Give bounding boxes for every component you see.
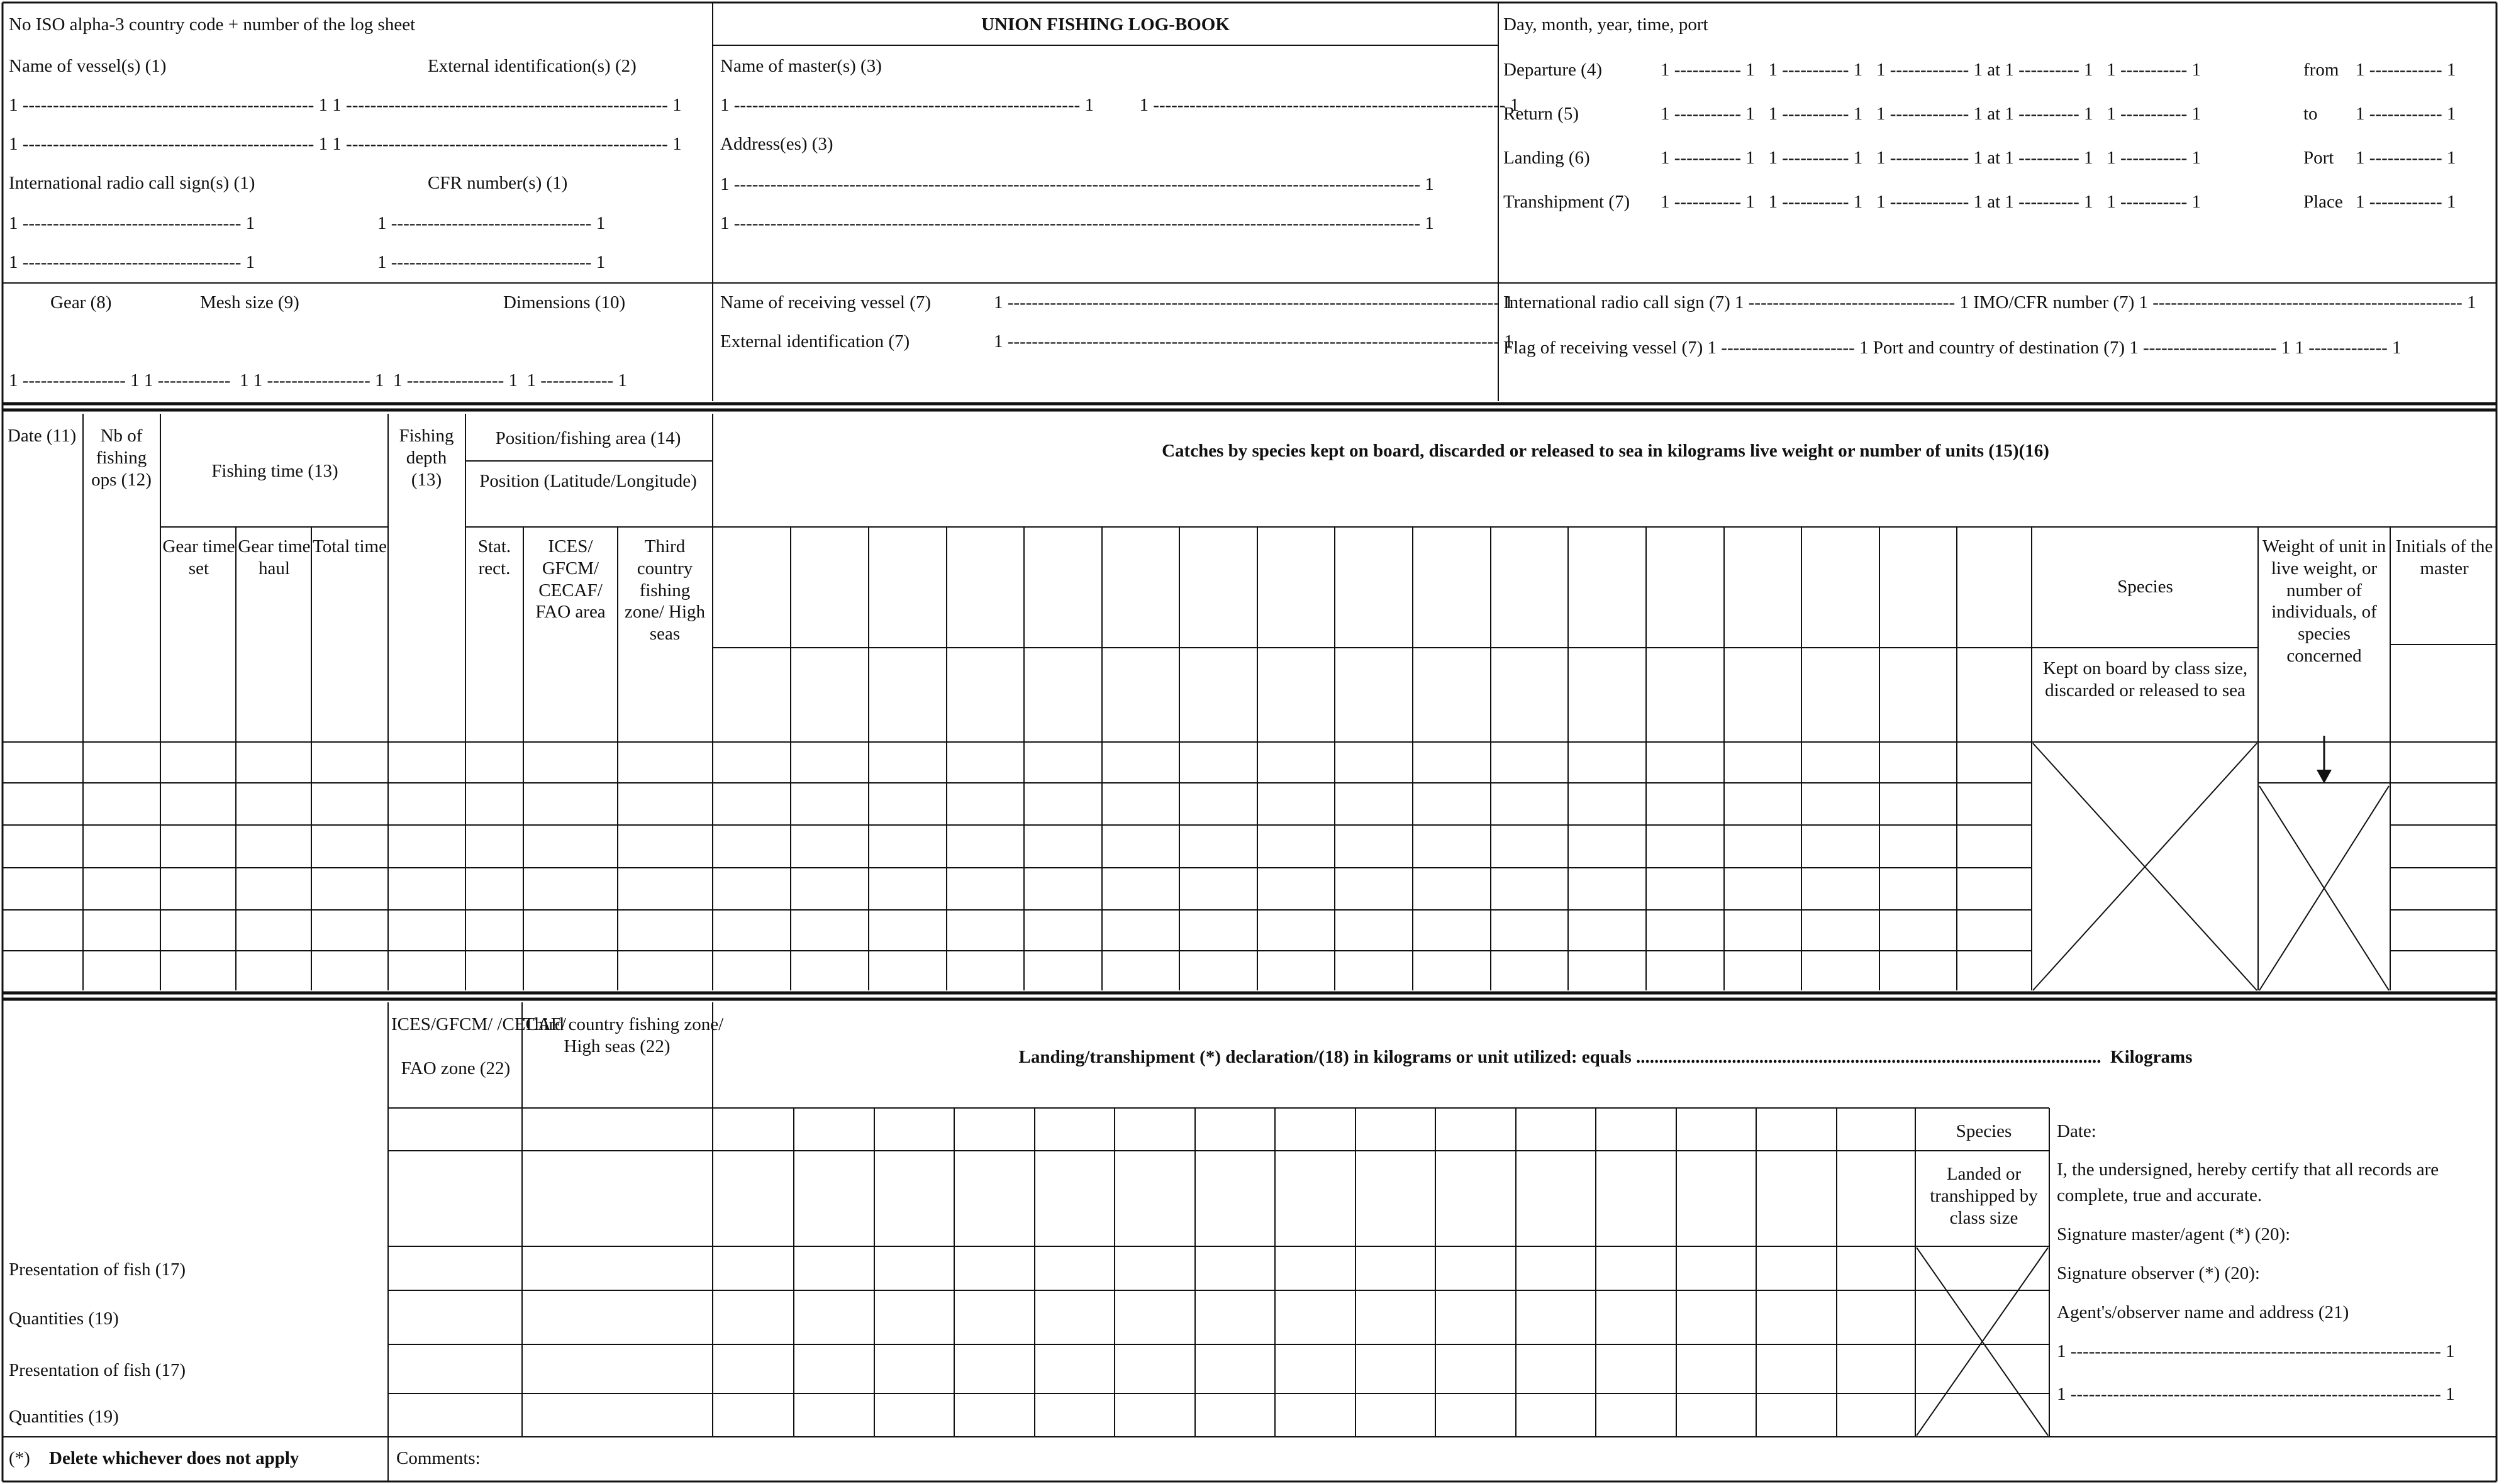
landing-third-country-header: Third country fishing zone/ High seas (22) — [523, 1014, 724, 1056]
receiving-ext-id-line[interactable]: 1 --------------------------------------------------------------------------------- 1 — [994, 331, 1513, 352]
vessel-names-label: Name of vessel(s) (1) — [9, 56, 167, 76]
stat-rect-header: Stat. rect. — [477, 536, 511, 579]
declaration-title: Landing/transhipment (*) declaration/(18) in kilograms or unit utilized: equals ...................................................................................................... Kilograms — [1018, 1047, 2193, 1067]
from-label: from — [2303, 60, 2339, 80]
nb-ops-header: Nb of fishing ops (12) — [91, 426, 152, 490]
third-country-header: Third country fishing zone/ High seas — [624, 536, 706, 645]
departure-date-line[interactable]: 1 ----------- 1 1 ----------- 1 1 ------------- 1 at 1 ---------- 1 1 ----------- 1 — [1661, 60, 2201, 80]
ices-area-header: ICES/ GFCM/ CECAF/ FAO area — [535, 536, 606, 623]
departure-label: Departure (4) — [1503, 60, 1602, 80]
receiving-flag-port[interactable]: Flag of receiving vessel (7) 1 ---------------------- 1 Port and country of destination (7) 1 ---------------------- 1 1 ------------- 1 — [1503, 338, 2402, 358]
cfr-number-label: CFR number(s) (1) — [428, 173, 568, 193]
receiving-vessel-label: Name of receiving vessel (7) — [720, 292, 931, 313]
species-header: Species — [2117, 577, 2173, 597]
place-line[interactable]: 1 ------------ 1 — [2356, 192, 2456, 212]
fishing-depth-header: Fishing depth (13) — [399, 426, 454, 490]
dimensions-label: Dimensions (10) — [503, 292, 626, 313]
quantities-label-1: Quantities (19) — [9, 1309, 119, 1329]
gear-set-header: Gear time set — [162, 536, 235, 579]
quantities-label-2: Quantities (19) — [9, 1407, 119, 1427]
vessel-line-1[interactable]: 1 ------------------------------------------------ 1 1 ----------------------------------------------------- 1 — [9, 95, 682, 115]
certify-text: I, the undersigned, hereby certify that all records are complete, true and accurate. — [2057, 1160, 2439, 1205]
arrow-down-icon — [2317, 770, 2332, 784]
receiving-radio-imo[interactable]: International radio call sign (7) 1 ---------------------------------- 1 IMO/CFR number (7) 1 --------------------------------------------------- 1 — [1503, 292, 2476, 313]
cfr-line-2[interactable]: 1 --------------------------------- 1 — [377, 252, 606, 272]
logbook-title: UNION FISHING LOG-BOOK — [981, 14, 1230, 35]
signature-master[interactable]: Signature master/agent (*) (20): — [2057, 1224, 2291, 1244]
address-line-2[interactable]: 1 ----------------------------------------------------------------------------------------------------------------- 1 — [720, 213, 1434, 233]
master-line[interactable]: 1 --------------------------------------------------------- 1 1 ---------------------------------------------------------- 1 — [720, 95, 1520, 115]
radio-line-2[interactable]: 1 ------------------------------------ 1 — [9, 252, 255, 272]
radio-call-label: International radio call sign(s) (1) — [9, 173, 255, 193]
transhipment-date-line[interactable]: 1 ----------- 1 1 ----------- 1 1 ------------- 1 at 1 ---------- 1 1 ----------- 1 — [1661, 192, 2201, 212]
port-label: Port — [2303, 148, 2334, 168]
receiving-vessel-line[interactable]: 1 --------------------------------------------------------------------------------- 1 — [994, 292, 1513, 313]
position-area-header: Position/fishing area (14) — [495, 428, 681, 448]
master-label: Name of master(s) (3) — [720, 56, 882, 76]
address-label: Address(es) (3) — [720, 134, 833, 154]
landing-label: Landing (6) — [1503, 148, 1590, 168]
position-header: Position (Latitude/Longitude) — [479, 471, 697, 491]
receiving-ext-id-label: External identification (7) — [720, 331, 910, 352]
landed-by-class-header: Landed or transhipped by class size — [1930, 1164, 2038, 1228]
comments-label[interactable]: Comments: — [396, 1448, 481, 1468]
cfr-line-1[interactable]: 1 --------------------------------- 1 — [377, 213, 606, 233]
return-date-line[interactable]: 1 ----------- 1 1 ----------- 1 1 ------------- 1 at 1 ---------- 1 1 ----------- 1 — [1661, 104, 2201, 124]
port-line[interactable]: 1 ------------ 1 — [2356, 148, 2456, 168]
catches-title: Catches by species kept on board, discarded or released to sea in kilograms live weight or number of units (15)(16) — [1162, 441, 2049, 461]
gear-haul-header: Gear time haul — [238, 536, 311, 579]
fishing-time-header: Fishing time (13) — [211, 461, 338, 481]
transhipment-label: Transhipment (7) — [1503, 192, 1630, 212]
ices-zone-header: ICES/GFCM/ /CECAF/ FAO zone (22) — [391, 1014, 566, 1078]
iso-code-label: No ISO alpha-3 country code + number of the log sheet — [9, 14, 416, 35]
certify-date-label[interactable]: Date: — [2057, 1121, 2096, 1141]
gear-label: Gear (8) — [50, 292, 112, 313]
total-time-header: Total time — [313, 536, 387, 556]
asterisk-note: (*) — [9, 1448, 30, 1468]
address-line-1[interactable]: 1 ----------------------------------------------------------------------------------------------------------------- 1 — [720, 174, 1434, 194]
to-line[interactable]: 1 ------------ 1 — [2356, 104, 2456, 124]
agent-name-label: Agent's/observer name and address (21) — [2057, 1302, 2349, 1322]
mesh-size-label: Mesh size (9) — [200, 292, 299, 313]
agent-line-2[interactable]: 1 ------------------------------------------------------------- 1 — [2057, 1384, 2455, 1404]
landing-date-line[interactable]: 1 ----------- 1 1 ----------- 1 1 ------------- 1 at 1 ---------- 1 1 ----------- 1 — [1661, 148, 2201, 168]
radio-line-1[interactable]: 1 ------------------------------------ 1 — [9, 213, 255, 233]
signature-observer[interactable]: Signature observer (*) (20): — [2057, 1263, 2260, 1283]
return-label: Return (5) — [1503, 104, 1579, 124]
place-label: Place — [2303, 192, 2343, 212]
delete-note: Delete whichever does not apply — [49, 1448, 299, 1468]
weight-unit-header: Weight of unit in live weight, or number of individuals, of species concerned — [2262, 536, 2386, 666]
from-line[interactable]: 1 ------------ 1 — [2356, 60, 2456, 80]
vessel-line-2[interactable]: 1 ------------------------------------------------ 1 1 ----------------------------------------------------- 1 — [9, 134, 682, 154]
external-id-label: External identification(s) (2) — [428, 56, 637, 76]
initials-header: Initials of the master — [2395, 536, 2493, 579]
gear-line[interactable]: 1 ----------------- 1 1 ------------ 1 1 ----------------- 1 1 ---------------- 1 1 ------------ 1 — [9, 370, 627, 390]
to-label: to — [2303, 104, 2318, 124]
day-month-label: Day, month, year, time, port — [1503, 14, 1708, 35]
landing-species-header: Species — [1956, 1121, 2012, 1141]
presentation-label-2: Presentation of fish (17) — [9, 1360, 186, 1380]
kept-on-board-header: Kept on board by class size, discarded or released to sea — [2042, 658, 2248, 700]
date-header: Date (11) — [7, 426, 77, 446]
agent-line-1[interactable]: 1 ------------------------------------------------------------- 1 — [2057, 1341, 2455, 1361]
presentation-label-1: Presentation of fish (17) — [9, 1260, 186, 1280]
